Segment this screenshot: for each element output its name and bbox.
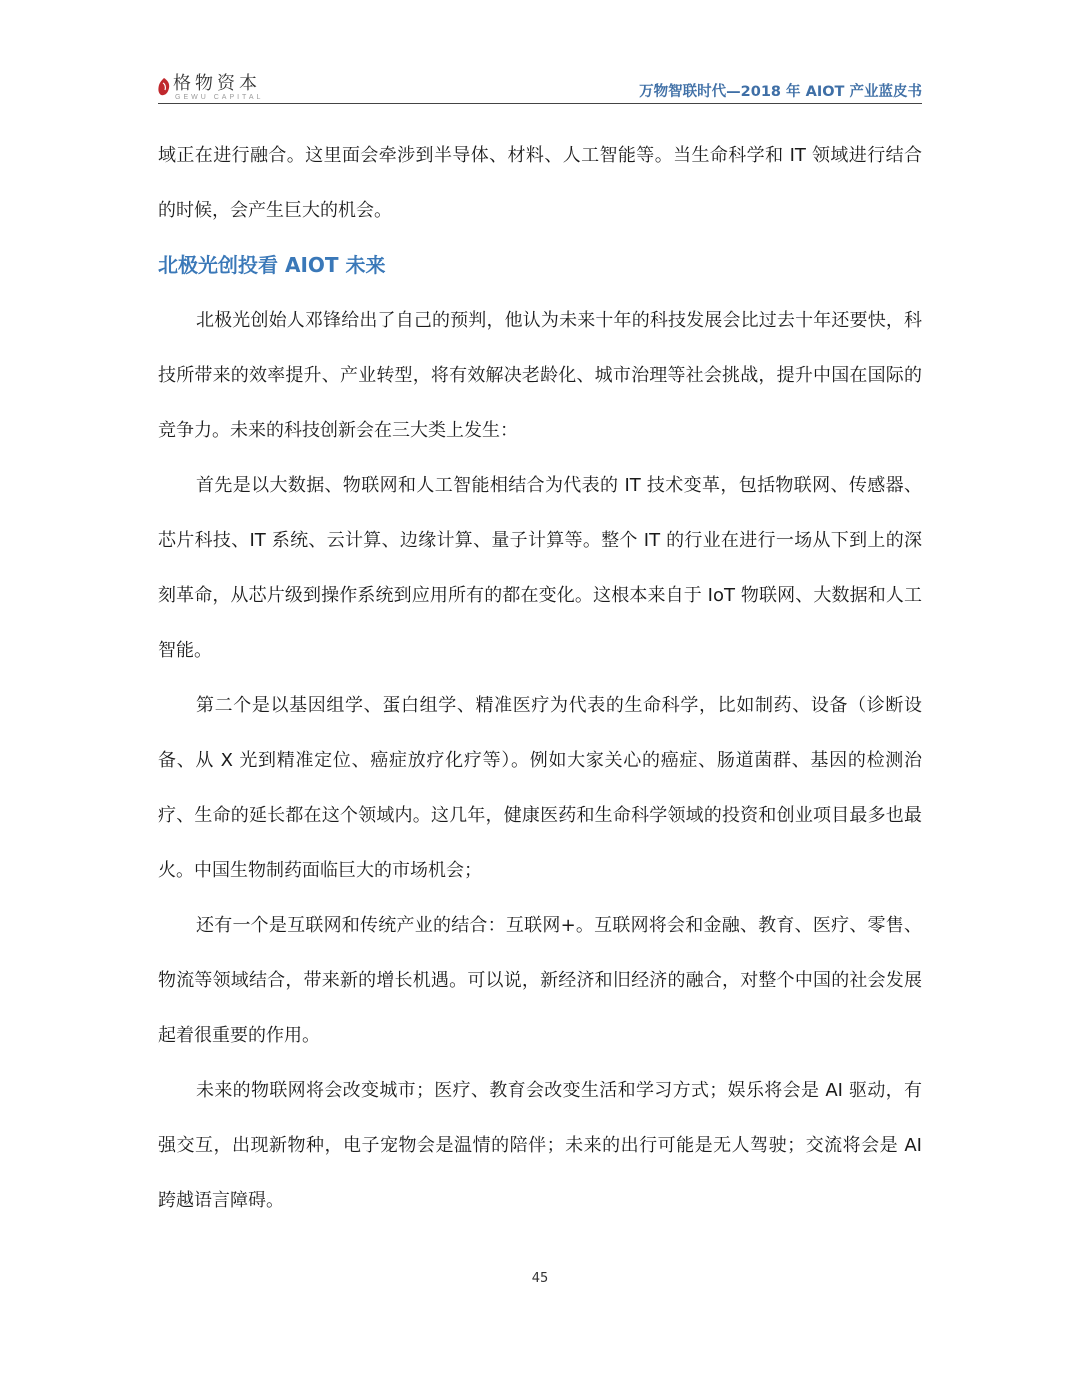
page-header — [158, 72, 922, 104]
logo-name: 格物资本 — [173, 73, 261, 94]
logo — [158, 74, 263, 104]
logo-mark-icon — [158, 78, 170, 96]
paragraph-it-revolution: 首先是以大数据、物联网和人工智能相结合为代表的 IT 技术变革，包括物联网、传感器、芯片科技、IT 系统、云计算、边缘计算、量子计算等。整个 IT 的行业在进行一场从下到上的深刻革命，从芯片级到操作系统到应用所有的都在变化。这根本来自于 IoT 物联网、大数据和人工智能。 — [158, 475, 922, 661]
page-number: 45 — [531, 1271, 549, 1286]
paragraph-internet-plus: 还有一个是互联网和传统产业的结合：互联网+。互联网将会和金融、教育、医疗、零售、物流等领域结合，带来新的增长机遇。可以说，新经济和旧经济的融合，对整个中国的社会发展起着很重要的作用。 — [158, 915, 922, 1046]
paragraph-forecast: 北极光创始人邓锋给出了自己的预判，他认为未来十年的科技发展会比过去十年还要快，科技所带来的效率提升、产业转型，将有效解决老龄化、城市治理等社会挑战，提升中国在国际的竞争力。未来的科技创新会在三大类上发生： — [158, 310, 922, 441]
document-title: 万物智联时代—2018 年 AIOT 产业蓝皮书 — [639, 84, 922, 100]
header-divider — [158, 103, 922, 104]
logo-subtitle: GEWU CAPITAL — [175, 94, 264, 101]
section-heading: 北极光创投看 AIOT 未来 — [158, 253, 386, 277]
intro-paragraph: 域正在进行融合。这里面会牵涉到半导体、材料、人工智能等。当生命科学和 IT 领域进行结合的时候，会产生巨大的机会。 — [158, 145, 922, 221]
paragraph-life-science: 第二个是以基因组学、蛋白组学、精准医疗为代表的生命科学，比如制药、设备（诊断设备、从 X 光到精准定位、癌症放疗化疗等）。例如大家关心的癌症、肠道菌群、基因的检测治疗、生命的延长都在这个领域内。这几年，健康医药和生命科学领域的投资和创业项目最多也最火。中国生物制药面临巨大的市场机会； — [158, 695, 922, 881]
page-body — [158, 128, 922, 1228]
paragraph-future-iot: 未来的物联网将会改变城市；医疗、教育会改变生活和学习方式；娱乐将会是 AI 驱动，有强交互，出现新物种，电子宠物会是温情的陪伴；未来的出行可能是无人驾驶；交流将会是 AI 跨越语言障碍。 — [158, 1080, 922, 1211]
